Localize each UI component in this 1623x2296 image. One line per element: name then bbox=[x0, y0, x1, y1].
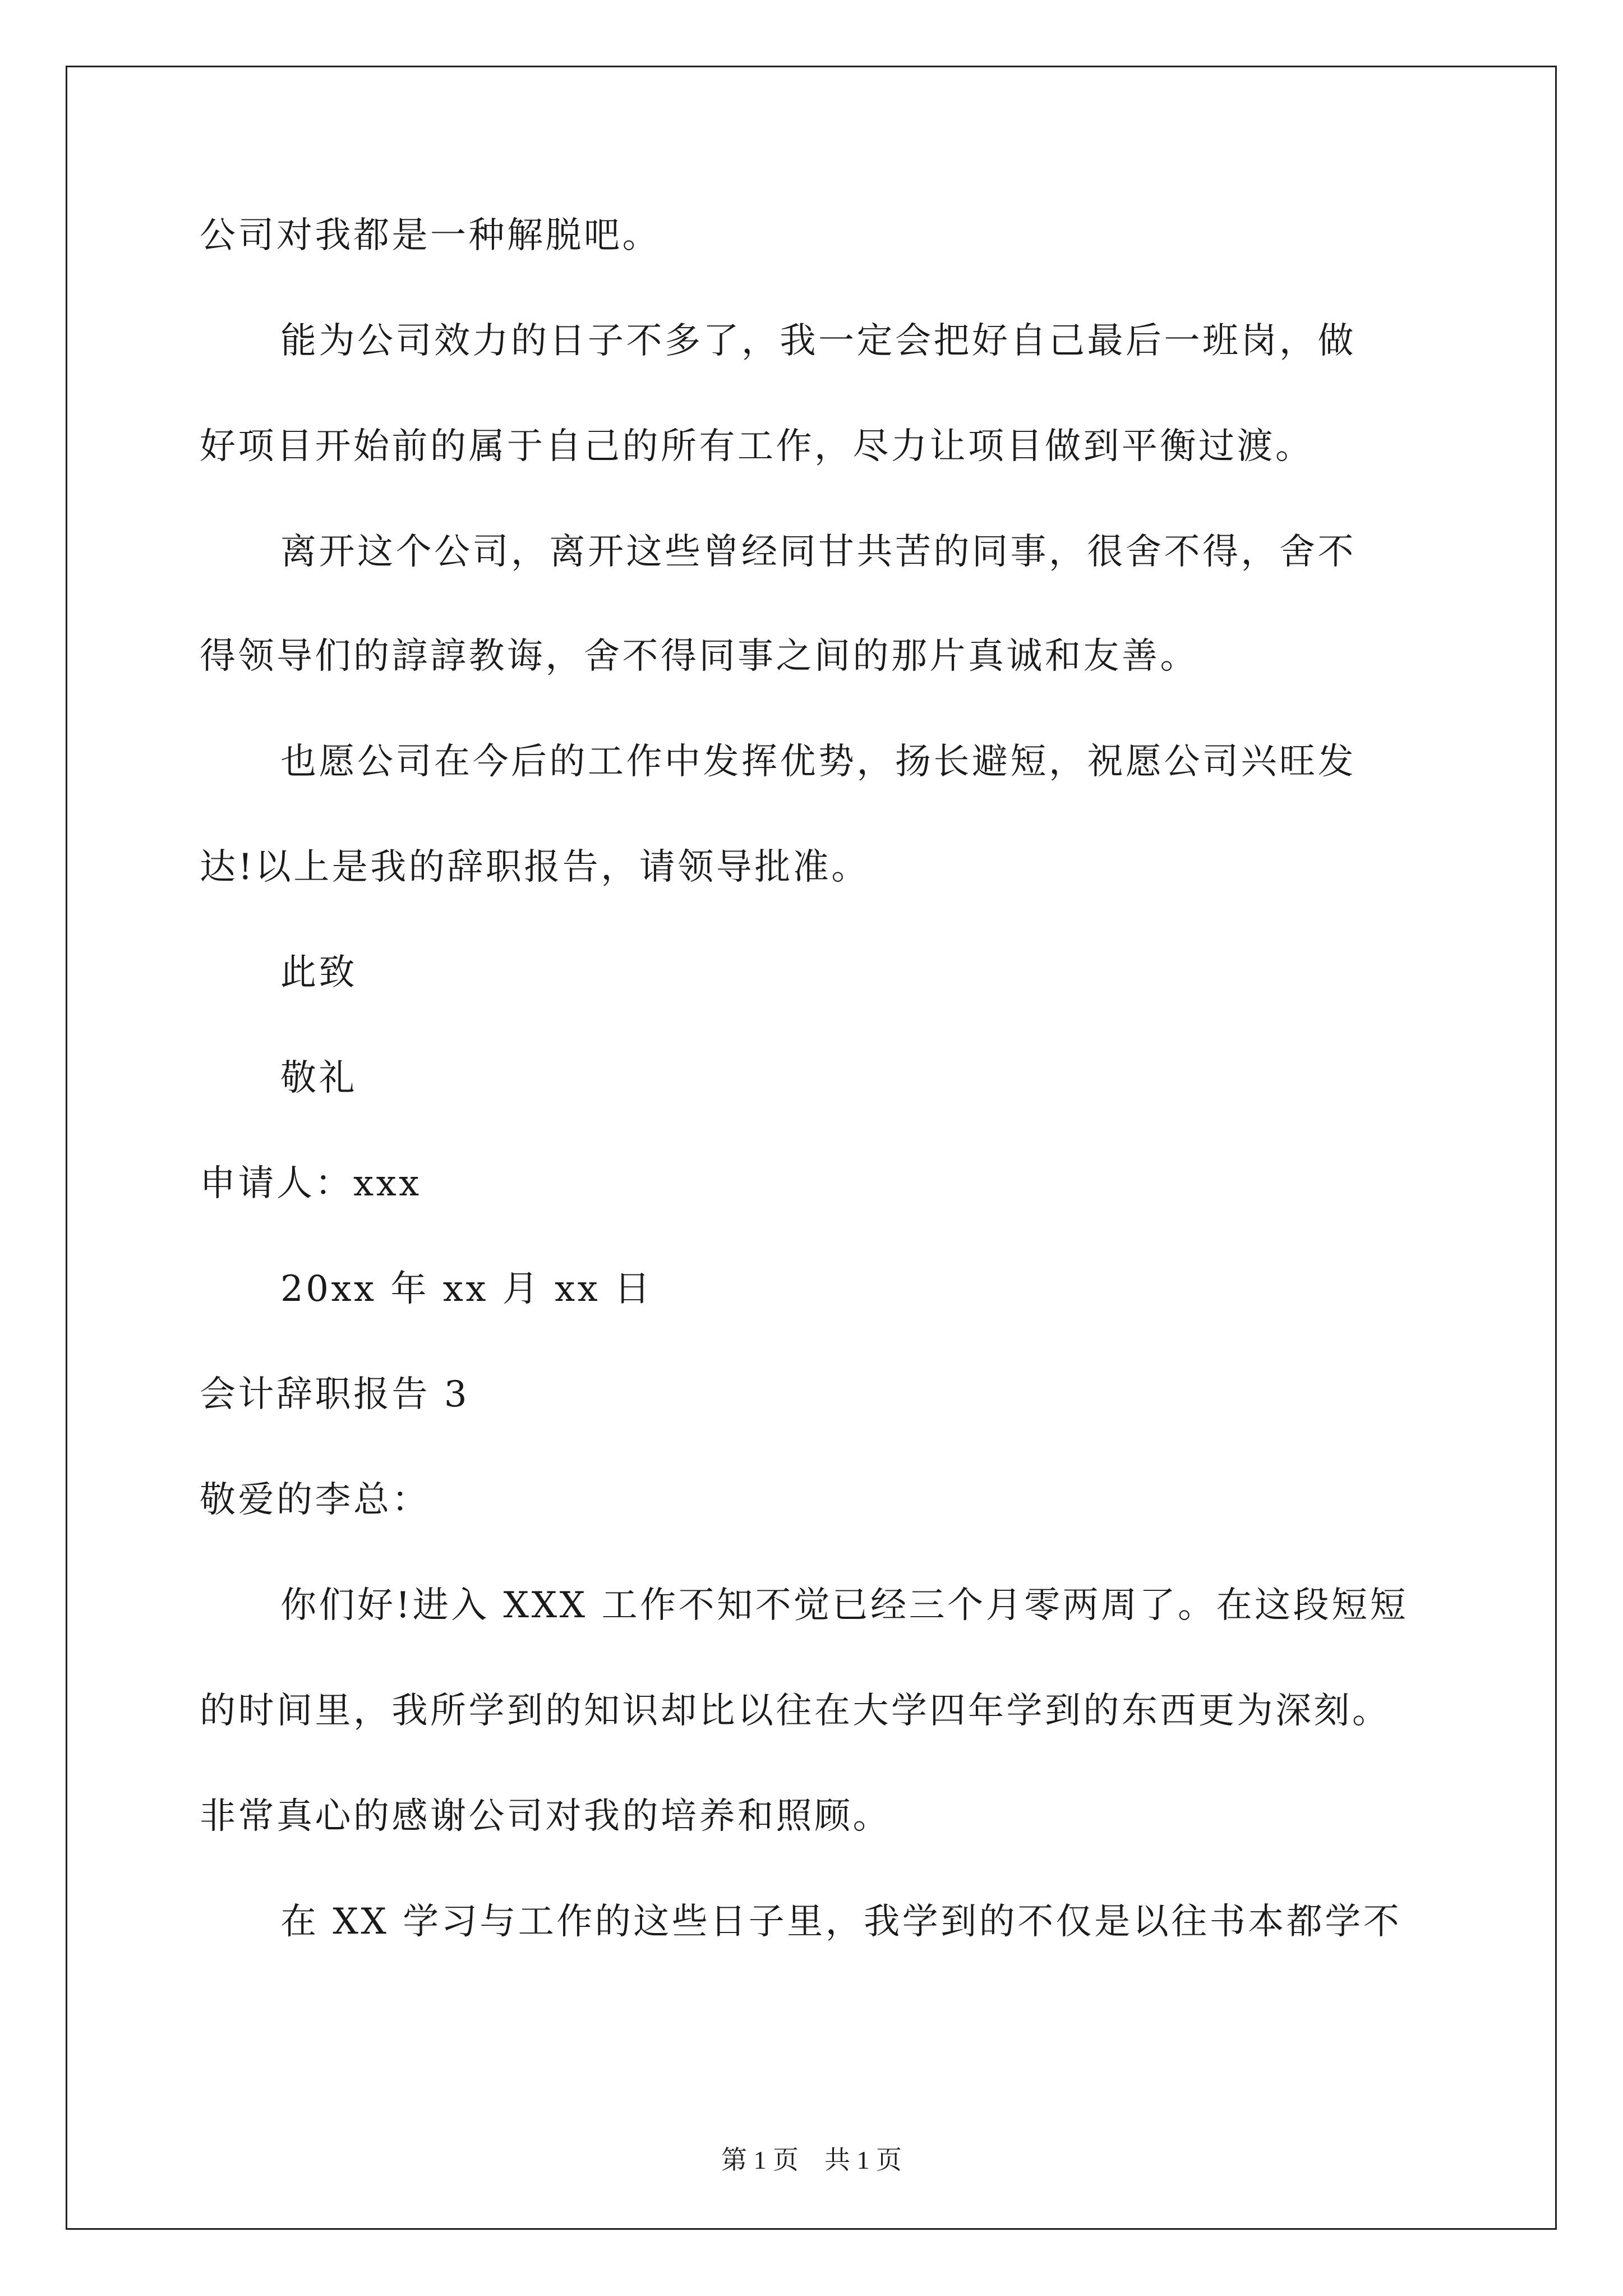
body-line-6: 也愿公司在今后的工作中发挥优势，扬长避短，祝愿公司兴旺发 bbox=[280, 741, 1356, 783]
body-line-4: 离开这个公司，离开这些曾经同甘共苦的同事，很舍不得，舍不 bbox=[280, 531, 1356, 573]
body-line-15: 的时间里，我所学到的知识却比以往在大学四年学到的东西更为深刻。 bbox=[200, 1690, 1391, 1732]
section-heading: 会计辞职报告 3 bbox=[200, 1374, 470, 1415]
body-line-14: 你们好!进入 XXX 工作不知不觉已经三个月零两周了。在这段短短 bbox=[280, 1585, 1409, 1626]
body-line-16: 非常真心的感谢公司对我的培养和照顾。 bbox=[200, 1796, 891, 1837]
applicant-line: 申请人：xxx bbox=[200, 1163, 422, 1204]
body-line-5: 得领导们的諄諄教诲，舍不得同事之间的那片真诚和友善。 bbox=[200, 636, 1198, 677]
closing-salutation: 此致 bbox=[280, 952, 357, 993]
body-line-1: 公司对我都是一种解脱吧。 bbox=[200, 215, 661, 256]
body-line-3: 好项目开始前的属于自己的所有工作，尽力让项目做到平衡过渡。 bbox=[200, 426, 1314, 467]
closing-regards: 敬礼 bbox=[280, 1057, 357, 1099]
date-line: 20xx 年 xx 月 xx 日 bbox=[280, 1268, 653, 1310]
body-line-2: 能为公司效力的日子不多了，我一定会把好自己最后一班岗，做 bbox=[280, 320, 1356, 362]
greeting-line: 敬爱的李总： bbox=[200, 1479, 430, 1521]
body-line-17: 在 XX 学习与工作的这些日子里，我学到的不仅是以往书本都学不 bbox=[280, 1901, 1402, 1943]
page-number-footer: 第 1 页 共 1 页 bbox=[721, 2146, 902, 2174]
body-line-7: 达!以上是我的辞职报告，请领导批准。 bbox=[200, 846, 870, 888]
